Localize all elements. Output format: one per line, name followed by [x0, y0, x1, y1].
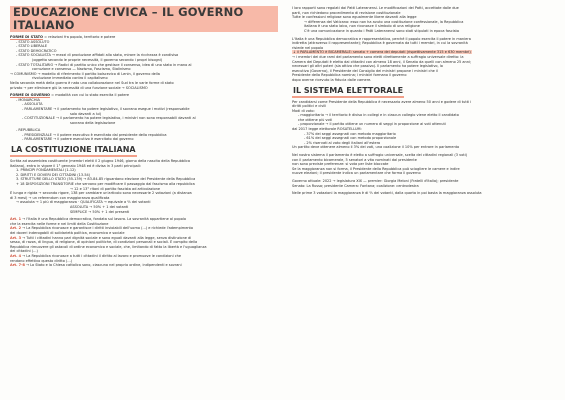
list-item: solo davanti a lui) — [70, 111, 102, 116]
list-item: + 18 DISPOSIZIONI TRANSITORIE che servono per modificare il passaggio dal fascismo alla repubblica — [16, 182, 195, 187]
forme-governo-text: = modalità con cui lo stato esercita il potere — [50, 93, 129, 98]
article-text: sesso, di razza, di lingua, di religione, di opinioni politiche, di condizioni personali e sociali. È compito della — [10, 240, 198, 245]
paragraph-line: che ottiene più voti — [298, 117, 332, 122]
paragraph-line: - 61% dei seggi assegnati con metodo proporzionale — [304, 136, 397, 141]
paragraph-line: - maggioritario → il territorio è diviso in collegi e in ciascun collegio viene eletto il candidato — [298, 113, 459, 118]
paragraph-line: italiana è uno stato laico, non riconosce il simbolo di una religione — [304, 24, 420, 29]
list-item: - STATO SOCIALISTA → mezzi di produzione affidati allo stato, mirare la ricchezza è condivisa — [16, 53, 179, 58]
paragraph-line: SEMPLICE → 50% + 1 dei presenti — [70, 209, 130, 214]
paragraph-line: - proporzionale → il partito ottiene un numero di seggi in proporzione ai voti ottenuti — [298, 122, 446, 127]
list-item: Nella seconda metà della guerra è nato una collaborazione nel Sud tra le varie forme di stato — [10, 80, 174, 85]
paragraph-line: Governo attuale: 2022 → legislatura XIX — premier: Giorgia Meloni (Fratelli d'Italia); presidente — [292, 179, 459, 183]
paragraph-line: → assoluta → 1 più di maggioranza · QUALIFICATA → equivale a ⅔ dei votanti — [16, 200, 151, 205]
list-item: (oggetto secondo le proprie necessità, il governo secondo i propri bisogni) — [32, 57, 163, 62]
list-item: sovrano della legislazione — [70, 120, 116, 125]
paragraph-line: È lunga e rigida → secondo rigore, 138 per cambiare un'articolo sono necessarie 2 votazioni (a distanza — [10, 191, 192, 196]
article-text: → l'Italia è una Repubblica democratica, fondata sul lavoro. La sovranità appartiene al popolo — [21, 217, 186, 222]
list-item: corruzione e consenso — Nazismo, Fascismo, Stalinismo — [32, 67, 131, 72]
list-item: - REPUBBLICA — [16, 128, 41, 133]
article-text: che la esercita nelle forme e nei limiti della Costituzione — [10, 221, 109, 226]
paragraph-line: Italiana), entra in vigore il 1° gennaio 1948 ed è divisa in 3 parti principali: — [10, 163, 141, 168]
list-item: - STATO TOTALITARIO → Radici di partito unico che gestisce il consenso, idea di uno stato in mano al — [16, 62, 192, 67]
list-item: → COMUNISMO → modello di riferimento il partito bolscevico di Lenin, il governo della — [10, 71, 160, 76]
paragraph-line: Nelle prime 3 votazioni la maggioranza è di ⅔ dei votanti, dalla quarta in poi basta la maggioranza assoluta — [292, 191, 482, 196]
paragraph-line: Presidente della Repubblica nomina; i ministri formano il governo — [292, 73, 407, 78]
list-item: 3. STRUTTURE DELLO STATO (55-139) → 83-84-85 riguardano elezione del Presidente della Repubblica — [16, 177, 196, 182]
article-text: Repubblica rimuovere gli ostacoli di ordine economico e sociale, che, limitando di fatto la libertà e l'uguaglianza — [10, 244, 207, 249]
paragraph-line: Senato: La Russa; presidente Camera: Fontana; coalizione: centrodestra — [292, 183, 419, 188]
paragraph-line: di 3 mesi) → un referendum con maggioranza qualificata — [10, 195, 110, 200]
paragraph-line: Modi di voto: — [292, 108, 315, 113]
paragraph-line: con il parlamento bicamerale, 5 senatori a vita nominati dal presidente — [292, 157, 417, 162]
article-ref: Art. 3 — [10, 235, 22, 240]
paragraph-line: → differenza del Vaticano: esso non ha avuto una costituzione confessionale, la Repubblica — [304, 19, 464, 24]
list-item: 1. PRINCIPI FONDAMENTALI (1-12) — [16, 168, 76, 173]
paragraph-line: necessari gli altri poteri (sia attivo che passivo). Il parlamento ha potere legislativo, lo — [292, 64, 443, 69]
paragraph-line: Nel nostro sistema il parlamento è eletto a suffragio universale, scelta dei cittadini regionali (3 voti) — [292, 153, 468, 158]
article-text: → Lo Stato e la Chiesa cattolica sono, ciascuno nel proprio ordine, indipendenti e sovrani — [24, 263, 182, 268]
article-text: rendano effettivo questo diritto (...) — [10, 258, 73, 263]
paragraph-line: ASSOLUTA → 50% + 1 dei votanti — [70, 205, 129, 209]
article-text: → Tutti i cittadini hanno pari dignità sociale e sono eguali davanti alla legge, senza distinzione di — [21, 235, 192, 240]
article-text: dei doveri inderogabili di solidarietà politica, economica e sociale — [10, 230, 125, 235]
article-ref: Art. 4 — [10, 253, 22, 258]
paragraph-line: C'è una comunicazione in quanto i Patti Lateranensi sono stati stipulati in epoca fascista — [304, 28, 460, 33]
list-item: - STATO LIBERALE — [16, 44, 48, 49]
article-ref: Art. 2 — [10, 226, 22, 231]
page-title: EDUCAZIONE CIVICA – IL GOVERNO ITALIANO — [10, 6, 278, 32]
forme-stato-text: = relazioni fra popolo, territorio e potere — [43, 35, 116, 39]
article-text: → La Repubblica riconosce e garantisce i diritti inviolabili dell'uomo (...) e richiede l'adempimento — [21, 226, 194, 231]
paragraph-line: esecutivo (Governo), il Presidente del Consiglio dei ministri propone i ministri che il — [292, 68, 438, 73]
paragraph-line: - 37% dei seggi assegnati con metodo maggioritario — [304, 131, 396, 136]
list-item: rivoluzione immediata contro il capitalismo — [32, 76, 108, 81]
article-ref: Art. 1 — [10, 217, 22, 222]
forme-stato-label: FORME DI STATO — [10, 35, 44, 39]
costituzione-title: LA COSTITUZIONE ITALIANA — [10, 145, 137, 157]
paragraph-line: - 2% riservati al voto degli italiani all'estero — [304, 140, 381, 145]
paragraph-line: → i membri dei due rami del parlamento sono eletti direttamente a suffragio universale diretto: la — [292, 54, 464, 59]
paragraph-line: parti, non richiedono procedimento di revisione costituzionale — [292, 10, 401, 15]
list-item: - MONARCHIA — [16, 97, 40, 102]
right-column — [292, 6, 558, 196]
article-text: dei cittadini (...) — [10, 249, 38, 254]
paragraph-line: dopo averne ricevuto la fiducia dalle camere. — [292, 77, 372, 82]
paragraph-line: Camera dei Deputati è eletta dai cittadini con almeno 18 anni, il Senato da quelli con almeno 25 anni; — [292, 59, 472, 64]
paragraph-line: nuove elezioni; il presidente indica un parlamentare che forma il governo — [292, 171, 421, 176]
list-item: 2. DIRITTI E DOVERI DEI CITTADINI (13-54) — [16, 172, 91, 177]
left-column — [10, 6, 278, 268]
article-ref: Art. 7-8 — [10, 263, 25, 268]
list-item: - PRESIDENZIALE → il potere esecutivo è esercitato dal presidente della repubblica — [22, 132, 167, 137]
list-item: - STATO ASSOLUTO — [16, 39, 50, 44]
forme-governo-label: FORME DI GOVERNO — [10, 93, 51, 98]
article-text: → La Repubblica riconosce a tutti i cittadini il diritto al lavoro e promuove le condizioni che — [21, 253, 181, 258]
sistema-elettorale-title: IL SISTEMA ELETTORALE — [292, 86, 404, 98]
paragraph-line: diritti politici e civili — [292, 104, 327, 109]
sistema-elettorale-body — [292, 100, 558, 196]
paragraph-line: Se la maggioranza non si forma, il Presidente della Repubblica può sciogliere le camere e indire — [292, 166, 460, 171]
list-item: - PARLAMENTARE → il parlamento ha potere legislativo, il sovrano esegue i motivi (responsabile — [22, 106, 190, 111]
paragraph-line: I loro rapporti sono regolati dai Patti Lateranensi. Le modificazioni dei Patti, accettate dalle due — [292, 6, 459, 10]
paragraph-line: indiretta (attraverso il rappresentante); Repubblica è governata da tutti i membri, in cui la sovranità — [292, 41, 468, 46]
list-item: - STATO DEMOCRATICO — [16, 48, 57, 53]
list-item: - COSTITUZIONALE → il parlamento ha potere legislativo, i ministri non sono responsabili davanti al — [22, 116, 196, 121]
highlighted-text: ↓ il PARLAMENTO è BICAMERALE: senato + camera dei deputati (rispettivamente 315 e 630 membri) — [293, 50, 471, 55]
paragraph-line: Tutte le confessioni religiose sono egualmente libere davanti alla legge — [292, 15, 417, 20]
article-line — [10, 263, 278, 268]
paragraph-line: dal 2017 legge elettorale ROSATELLUM: — [292, 127, 362, 132]
paragraph-line: Per candidarsi come Presidente della Repubblica è necessario avere almeno 50 anni e godere di tutti i — [292, 99, 472, 104]
paragraph-line: non sono previste preferenze: si vota per liste bloccate — [292, 162, 389, 167]
paragraph-line: Scritta ad assemblea costituente (membri eletti il 2 giugno 1946, giorno della nascita della Repubblica — [10, 159, 191, 164]
articles-list — [10, 217, 278, 268]
list-item: - ASSOLUTA — [22, 102, 43, 107]
list-item: → 12 e 13° ritoni di partito fascista ad articolazione — [70, 186, 160, 191]
paragraph-line: L'Italia è una Repubblica democratica e rappresentativa, perché il popolo esercita il potere in maniera — [292, 36, 471, 41]
paragraph-line: risiede nel popolo — [292, 45, 324, 50]
paragraph-line: Un partito deve ottenere almeno il 3% dei voti, una coalizione il 10% per entrare in parlamento — [292, 145, 460, 150]
list-item: privato → per eliminare giù la necessità di una funzione sociale → SOCIALISMO — [10, 85, 148, 90]
list-item: - PARLAMENTARE → il potere esecutivo è esercitato dal governo — [22, 137, 134, 142]
